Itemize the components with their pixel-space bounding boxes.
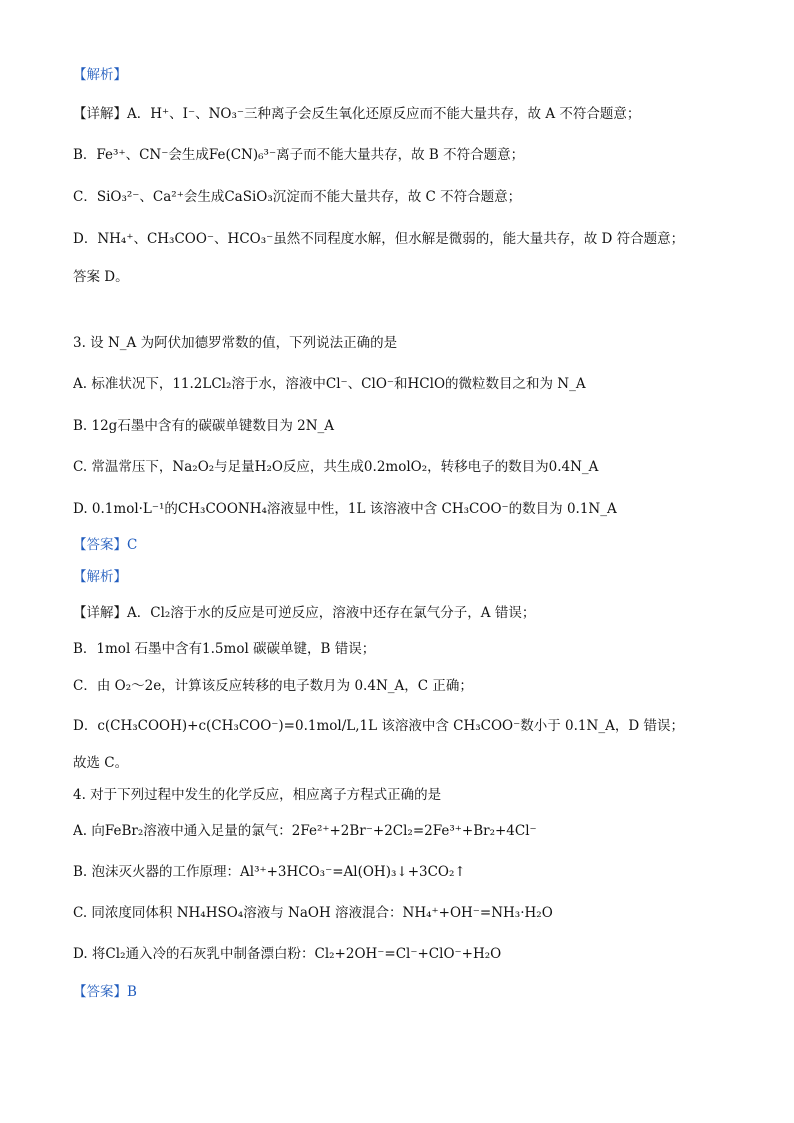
text-line: B．Fe³⁺、CN⁻会生成Fe(CN)₆³⁻离子而不能大量共存，故 B 不符合题意； xyxy=(73,147,525,163)
section-label-analysis: 【解析】 xyxy=(73,569,127,585)
answer-label: 【答案】C xyxy=(73,537,138,553)
text-line: 故选 C。 xyxy=(73,755,129,771)
text-line: D．c(CH₃COOH)+c(CH₃COO⁻)=0.1mol/L,1L 该溶液中含 CH₃COO⁻数小于 0.1N_A，D 错误； xyxy=(73,718,684,734)
option-line: D. 将Cl₂通入冷的石灰乳中制备漂白粉：Cl₂+2OH⁻=Cl⁻+ClO⁻+H₂O xyxy=(73,946,502,962)
question-stem: 4. 对于下列过程中发生的化学反应，相应离子方程式正确的是 xyxy=(73,787,442,803)
option-line: B. 12g石墨中含有的碳碳单键数目为 2N_A xyxy=(73,418,335,434)
text-line: D．NH₄⁺、CH₃COO⁻、HCO₃⁻虽然不同程度水解，但水解是微弱的，能大量共存，故 D 符合题意； xyxy=(73,231,685,247)
answer-label: 【答案】B xyxy=(73,984,137,1000)
option-line: A. 标准状况下，11.2LCl₂溶于水，溶液中Cl⁻、ClO⁻和HClO的微粒数目之和为 N_A xyxy=(73,376,586,392)
section-label-analysis: 【解析】 xyxy=(73,67,127,83)
text-line: 答案 D。 xyxy=(73,269,129,285)
option-line: C. 常温常压下，Na₂O₂与足量H₂O反应，共生成0.2molO₂，转移电子的数目为0.4N_A xyxy=(73,459,599,475)
text-line: C．由 O₂～2e，计算该反应转移的电子数月为 0.4N_A，C 正确； xyxy=(73,678,473,694)
option-line: A. 向FeBr₂溶液中通入足量的氯气：2Fe²⁺+2Br⁻+2Cl₂=2Fe³⁺+Br₂+4Cl⁻ xyxy=(73,823,537,839)
text-line: C．SiO₃²⁻、Ca²⁺会生成CaSiO₃沉淀而不能大量共存，故 C 不符合题意； xyxy=(73,189,522,205)
text-line: 【详解】A．Cl₂溶于水的反应是可逆反应，溶液中还存在氯气分子，A 错误； xyxy=(73,605,536,621)
text-line: B．1mol 石墨中含有1.5mol 碳碳单键，B 错误； xyxy=(73,641,376,657)
option-line: D. 0.1mol·L⁻¹的CH₃COONH₄溶液显中性，1L 该溶液中含 CH₃COO⁻的数目为 0.1N_A xyxy=(73,501,617,517)
question-stem: 3. 设 N_A 为阿伏加德罗常数的值，下列说法正确的是 xyxy=(73,335,398,351)
text-line: 【详解】A．H⁺、I⁻、NO₃⁻三种离子会反生氧化还原反应而不能大量共存，故 A 不符合题意； xyxy=(73,106,641,122)
option-line: B. 泡沫灭火器的工作原理：Al³⁺+3HCO₃⁻=Al(OH)₃↓+3CO₂↑ xyxy=(73,864,466,880)
option-line: C. 同浓度同体积 NH₄HSO₄溶液与 NaOH 溶液混合：NH₄⁺+OH⁻=NH₃·H₂O xyxy=(73,905,553,921)
